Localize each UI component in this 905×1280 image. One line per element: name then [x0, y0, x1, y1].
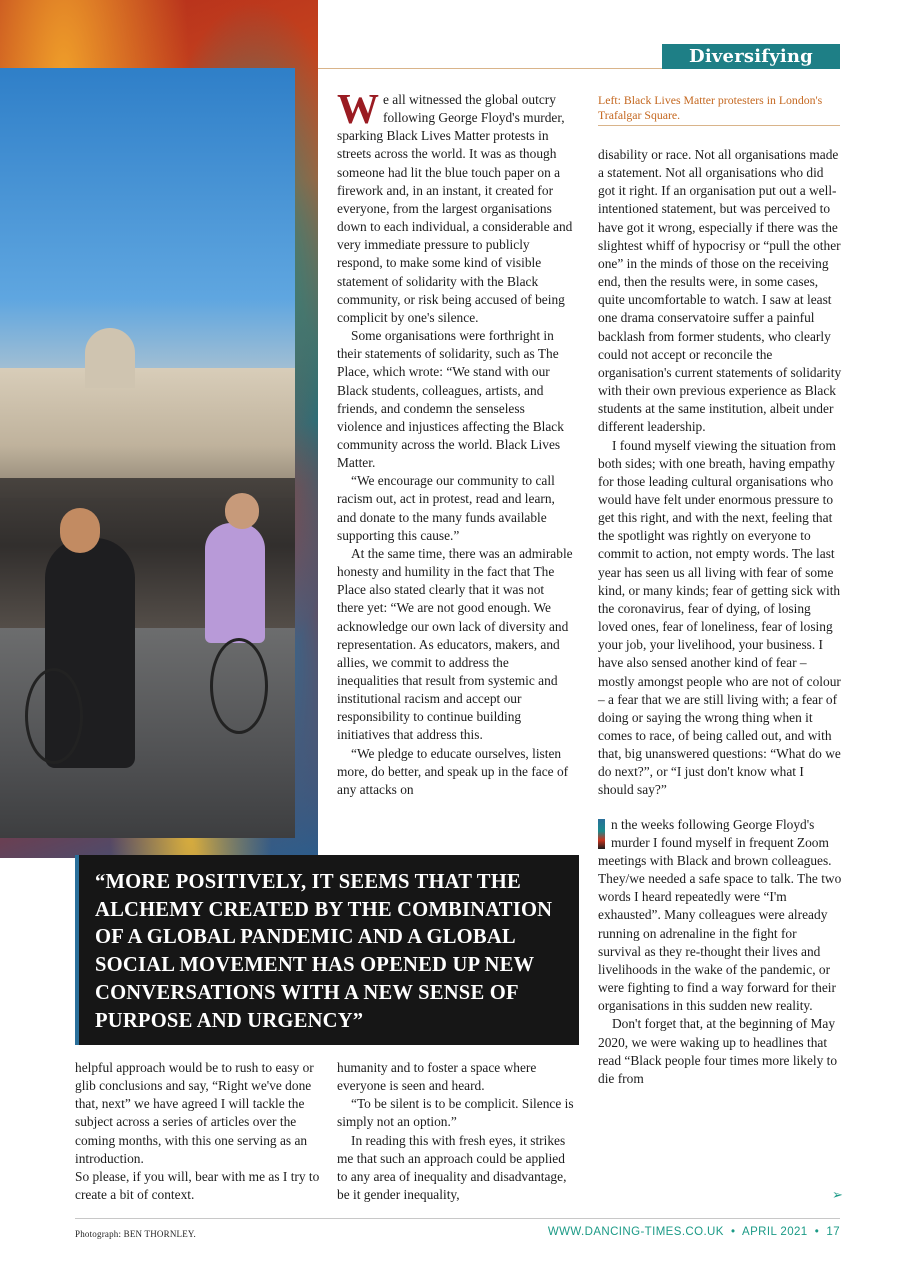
photo-protester-head: [225, 493, 259, 529]
photo-bicycle-wheel: [210, 638, 268, 734]
article-column-1-bottom: [75, 1059, 320, 1204]
article-paragraph: [598, 816, 842, 1016]
article-column-2-bottom: [337, 1059, 577, 1204]
article-paragraph: In reading this with fresh eyes, it strikes me that such an approach could be applied to any area of inequality and disadvantage, be it gender inequality,: [337, 1132, 567, 1203]
article-paragraph: [337, 87, 573, 327]
article-paragraph: “We encourage our community to call racism out, act in protest, read and learn, and donate to the many funds available supporting this cause.”: [337, 473, 555, 543]
photo-credit: Photograph: BEN THORNLEY.: [75, 1229, 196, 1239]
photo-protester: [205, 523, 265, 643]
article-paragraph: Some organisations were forthright in their statements of solidarity, such as The Place, which wrote: “We stand with our Black students, colleagues, artists, and friends, and condemn the senseless violence and injustices affecting the Black community across the world. Black Lives Matter.: [337, 328, 564, 471]
article-paragraph: humanity and to foster a space where everyone is seen and heard.: [337, 1060, 537, 1094]
article-paragraph: disability or race. Not all organisations made a statement. Not all organisations who did got it right. If an organisation put out a well-intentioned statement, but was perceived to have got it wrong, especially if there was the slightest whiff of hypocrisy or “pull the other one” in the minds of those on the receiving end, then the results were, in some cases, quite uncomfortable to watch. I saw at least one drama conservatoire suffer a painful backlash from former students, who clearly could not accept or reconcile the organisation's current statements of solidarity with their own previous experience as Black students at the same institution, albeit under different leadership.: [598, 147, 842, 435]
continue-arrow-icon: ➢: [832, 1188, 843, 1203]
article-paragraph: I found myself viewing the situation from both sides; with one breath, having empathy for those leading cultural organisations who would have felt under enormous pressure to get this right, and with the next, feeling that the spotlight was rightly on everyone to commit to action, not empty words. The last year has seen us all living with fear of some kind, or many kinds; fear of getting sick with the coronavirus, fear of dying, of losing loved ones, fear of loneliness, fear of losing your job, your livelihood, your business. I have also sensed another kind of fear – mostly amongst people who are not of colour – a fear that we are still living with; a fear of doing or saying the wrong thing when it comes to race, of being called out, and with that, big unanswered questions: “What do we do next?”, or “I just don't know what I should say?”: [598, 437, 841, 798]
drop-cap: W: [337, 87, 379, 133]
section-tag: Diversifying dance: [662, 44, 840, 69]
page-folio: WWW.DANCING-TIMES.CO.UK • APRIL 2021 • 17: [547, 1226, 840, 1238]
photo-dome: [85, 328, 135, 388]
pull-quote-text: “MORE POSITIVELY, IT SEEMS THAT THE ALCHEMY CREATED BY THE COMBINATION OF A GLOBAL PANDEMIC AND A GLOBAL SOCIAL MOVEMENT HAS OPENED UP NEW CONVERSATIONS WITH A NEW SENSE OF PURPOSE AND URGENCY”: [95, 871, 553, 1032]
protest-photo: [0, 68, 295, 838]
article-paragraph: Don't forget that, at the beginning of May 2020, we were waking up to headlines that read “Black people four times more likely to die from: [598, 1016, 838, 1086]
photo-bicycle-wheel: [25, 668, 83, 764]
photo-cyclist-head: [60, 508, 100, 553]
article-column-1: [337, 87, 573, 799]
article-paragraph: So please, if you will, bear with me as I try to create a bit of context.: [75, 1168, 320, 1203]
pull-quote: [75, 855, 579, 1045]
lead-text: e all witnessed the global outcry following George Floyd's murder, sparking Black Lives Matter protests in streets across the world. It was as though someone had lit the blue touch paper on a firework and, in an instant, it created for everyone, from the largest organisations down to each individual, a considerable and very immediate pressure to publicly respond, to make some kind of visible statement of solidarity with the Black community, or risk being accused of being complicit by one's silence.: [337, 92, 573, 325]
section-lead-text: n the weeks following George Floyd's murder I found myself in frequent Zoom meetings with Black and brown colleagues. They/we needed a safe space to talk. The two words I heard repeatedly were “I'm exhausted”. Many colleagues were already running on adrenaline in the fight for survival as they re-thought their lives and livelihoods in the wake of the pandemic, or were fighting to find a way forward for their organisations in this sudden new reality.: [598, 816, 842, 1014]
photo-caption: Left: Black Lives Matter protesters in London's Trafalgar Square.: [598, 93, 823, 123]
footer-rule: [75, 1218, 840, 1219]
article-paragraph: helpful approach would be to rush to easy or glib conclusions and say, “Right we've done that, next” we have agreed I will tackle the subject across a series of articles over the coming months, with this one serving as an introduction.: [75, 1060, 314, 1166]
article-paragraph: “To be silent is to be complicit. Silence is simply not an option.”: [337, 1096, 574, 1130]
article-paragraph: “We pledge to educate ourselves, listen more, do better, and speak up in the face of any attacks on: [337, 745, 569, 797]
article-paragraph: At the same time, there was an admirable honesty and humility in the fact that The Place also stated clearly that it was not there yet: “We are not good enough. We acknowledge our own lack of diversity and representation. As educators, makers, and allies, we commit to address the inequalities that result from systemic and institutional racism and accept our responsibility to continue building initiatives that address this.: [337, 545, 573, 743]
caption-rule: [598, 125, 840, 126]
section-drop-mark: [598, 819, 605, 849]
article-column-2: [598, 146, 842, 1088]
